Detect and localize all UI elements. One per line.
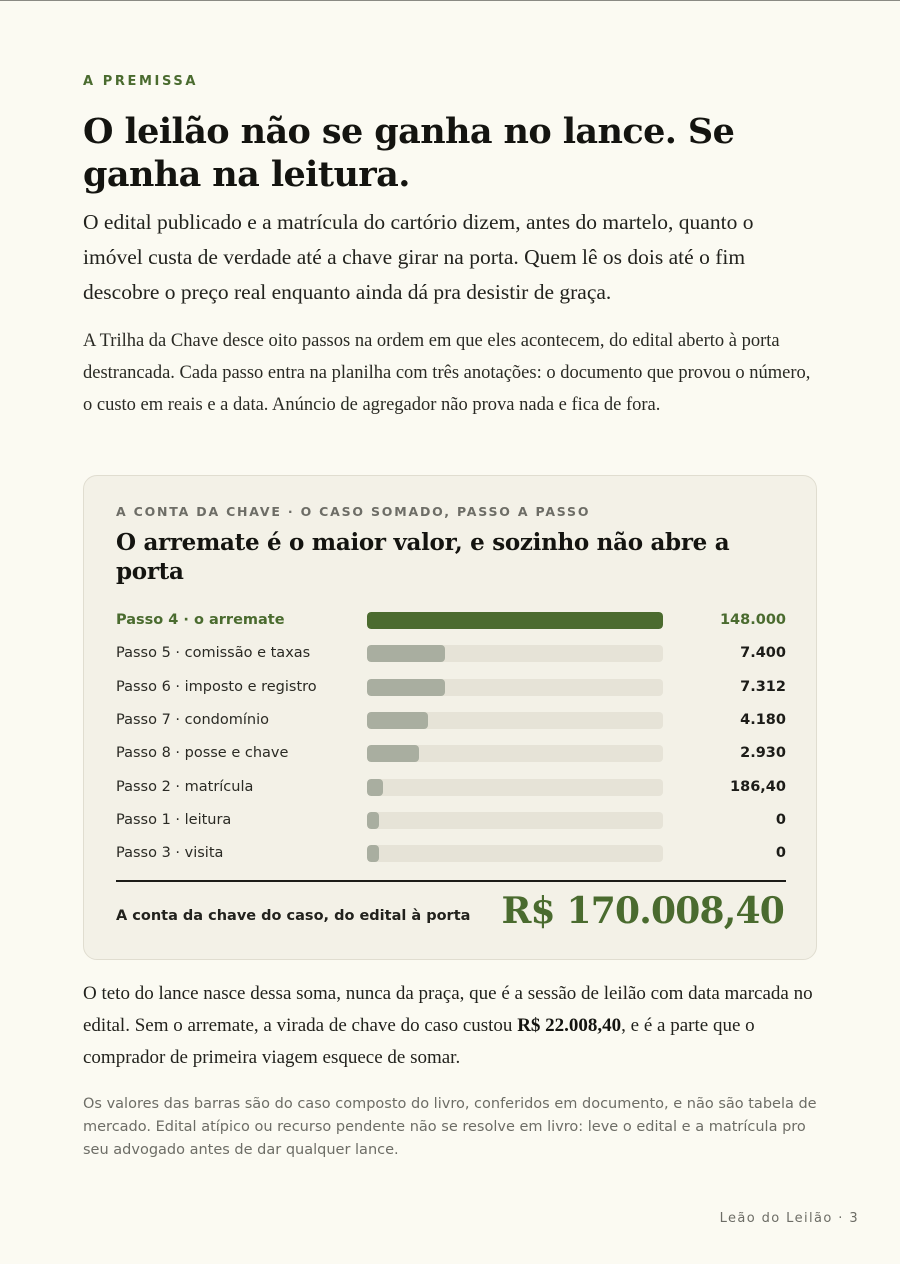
total-label: A conta da chave do caso, do edital à porta (116, 908, 471, 924)
bar-value: 0 (775, 845, 786, 862)
bar-track (367, 679, 663, 696)
top-rule (0, 0, 900, 1)
bar-label: Passo 7 · condomínio (116, 711, 269, 728)
bar-value: 4.180 (740, 711, 786, 728)
bar-row (116, 771, 786, 804)
bar-row (116, 804, 786, 837)
bar-fill (367, 812, 379, 829)
card-title: O arremate é o maior valor, e sozinho não abre a porta (116, 529, 730, 585)
page-footer: Leão do Leilão · 3 (719, 1211, 859, 1226)
bar-fill (367, 745, 419, 762)
bar-value: 0 (775, 811, 786, 828)
footnote: Os valores das barras são do caso composto do livro, conferidos em documento, e não são tabela de mercado. Edital atípico ou recurso pendente não se resolve em livro: leve o edital e a matrícula pro seu advogado antes de dar qualquer lance. (83, 1096, 817, 1158)
bar-row (116, 637, 786, 670)
bar-fill (367, 712, 428, 729)
body-paragraph: A Trilha da Chave desce oito passos na ordem em que eles acontecem, do edital aberto à porta destrancada. Cada passo entra na planilha com três anotações: o documento que provou o número, o custo em reais e a data. Anúncio de agregador não prova nada e fica de fora. (83, 331, 811, 415)
bar-label: Passo 8 · posse e chave (116, 745, 289, 762)
total-divider (116, 880, 786, 882)
bar-row (116, 604, 786, 637)
bar-track (367, 745, 663, 762)
bar-fill (367, 612, 663, 629)
bar-label: Passo 5 · comissão e taxas (116, 645, 311, 662)
lede-paragraph: O edital publicado e a matrícula do cartório dizem, antes do martelo, quanto o imóvel custa de verdade até a chave girar na porta. Quem lê os dois até o fim descobre o preço real enquanto ainda dá pra desistir de graça. (83, 210, 754, 304)
bar-fill (367, 645, 445, 662)
bar-row (116, 671, 786, 704)
total-value: R$ 170.008,40 (501, 890, 784, 932)
bar-value: 7.400 (740, 645, 786, 662)
bar-track (367, 645, 663, 662)
section-eyebrow: A PREMISSA (83, 74, 198, 89)
bar-value: 148.000 (719, 612, 786, 628)
after-emphasis: R$ 22.008,40 (517, 1015, 622, 1036)
after-paragraph (83, 978, 817, 1074)
bar-fill (367, 845, 379, 862)
bar-fill (367, 779, 383, 796)
bar-label: Passo 2 · matrícula (116, 778, 254, 795)
bar-row (116, 837, 786, 870)
bar-fill (367, 679, 445, 696)
bar-track (367, 845, 663, 862)
bar-label: Passo 3 · visita (116, 845, 224, 862)
bar-label: Passo 4 · o arremate (116, 612, 285, 628)
bar-value: 186,40 (730, 778, 786, 795)
cost-card (83, 475, 817, 960)
bar-label: Passo 1 · leitura (116, 811, 232, 828)
bar-row (116, 704, 786, 737)
after-text-after: , e é a parte que o comprador de primeira viagem esquece de somar. (83, 1015, 755, 1068)
bar-value: 2.930 (740, 745, 786, 762)
card-eyebrow: A CONTA DA CHAVE · O CASO SOMADO, PASSO A PASSO (116, 504, 591, 519)
page-headline: O leilão não se ganha no lance. Se ganha na leitura. (83, 111, 735, 195)
bar-value: 7.312 (740, 678, 786, 695)
bar-track (367, 779, 663, 796)
bar-row (116, 737, 786, 770)
after-text-before: O teto do lance nasce dessa soma, nunca da praça, que é a sessão de leilão com data marcada no edital. Sem o arremate, a virada de chave do caso custou (83, 983, 813, 1036)
bar-track (367, 812, 663, 829)
bar-label: Passo 6 · imposto e registro (116, 678, 317, 695)
bar-track (367, 712, 663, 729)
bar-track (367, 612, 663, 629)
